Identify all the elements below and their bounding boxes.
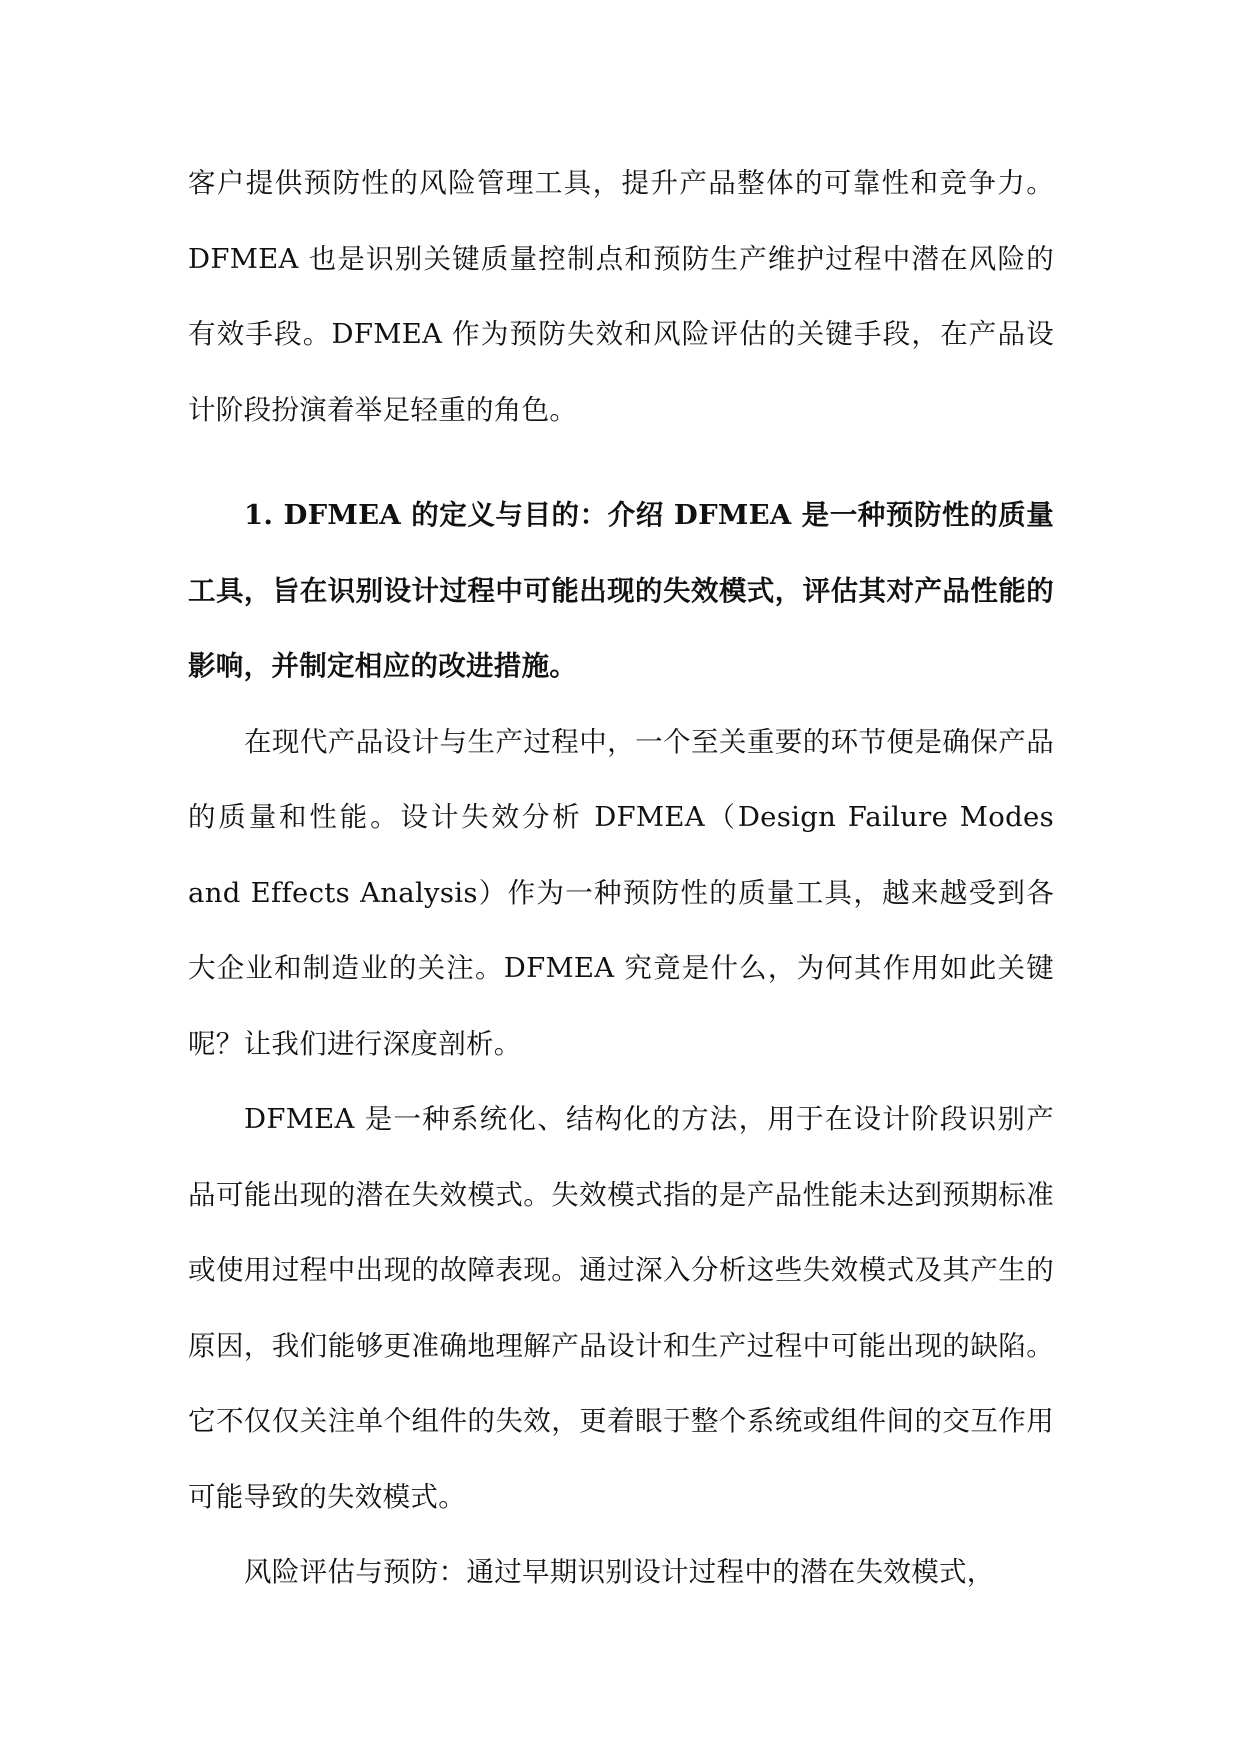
section-heading: 1. DFMEA 的定义与目的：介绍 DFMEA 是一种预防性的质量工具，旨在识别设计过程中可能出现的失效模式，评估其对产品性能的影响，并制定相应的改进措施。 [188,499,1054,682]
body-paragraph: DFMEA 是一种系统化、结构化的方法，用于在设计阶段识别产品可能出现的潜在失效模式。失效模式指的是产品性能未达到预期标准或使用过程中出现的故障表现。通过深入分析这些失效模式及其产生的原因，我们能够更准确地理解产品设计和生产过程中可能出现的缺陷。它不仅仅关注单个组件的失效，更着眼于整个系统或组件间的交互作用可能导致的失效模式。 [188,1103,1054,1513]
body-paragraph: 在现代产品设计与生产过程中，一个至关重要的环节便是确保产品的质量和性能。设计失效分析 DFMEA（Design Failure Modes and Effects Analysis）作为一种预防性的质量工具，越来越受到各大企业和制造业的关注。DFMEA 究竟是什么，为何其作用如此关键呢？让我们进行深度剖析。 [188,725,1054,1060]
body-paragraph: 风险评估与预防：通过早期识别设计过程中的潜在失效模式， [244,1556,995,1588]
document-body [188,146,1054,1611]
body-paragraph: 客户提供预防性的风险管理工具，提升产品整体的可靠性和竞争力。DFMEA 也是识别关键质量控制点和预防生产维护过程中潜在风险的有效手段。DFMEA 作为预防失效和风险评估的关键手段，在产品设计阶段扮演着举足轻重的角色。 [188,167,1054,426]
